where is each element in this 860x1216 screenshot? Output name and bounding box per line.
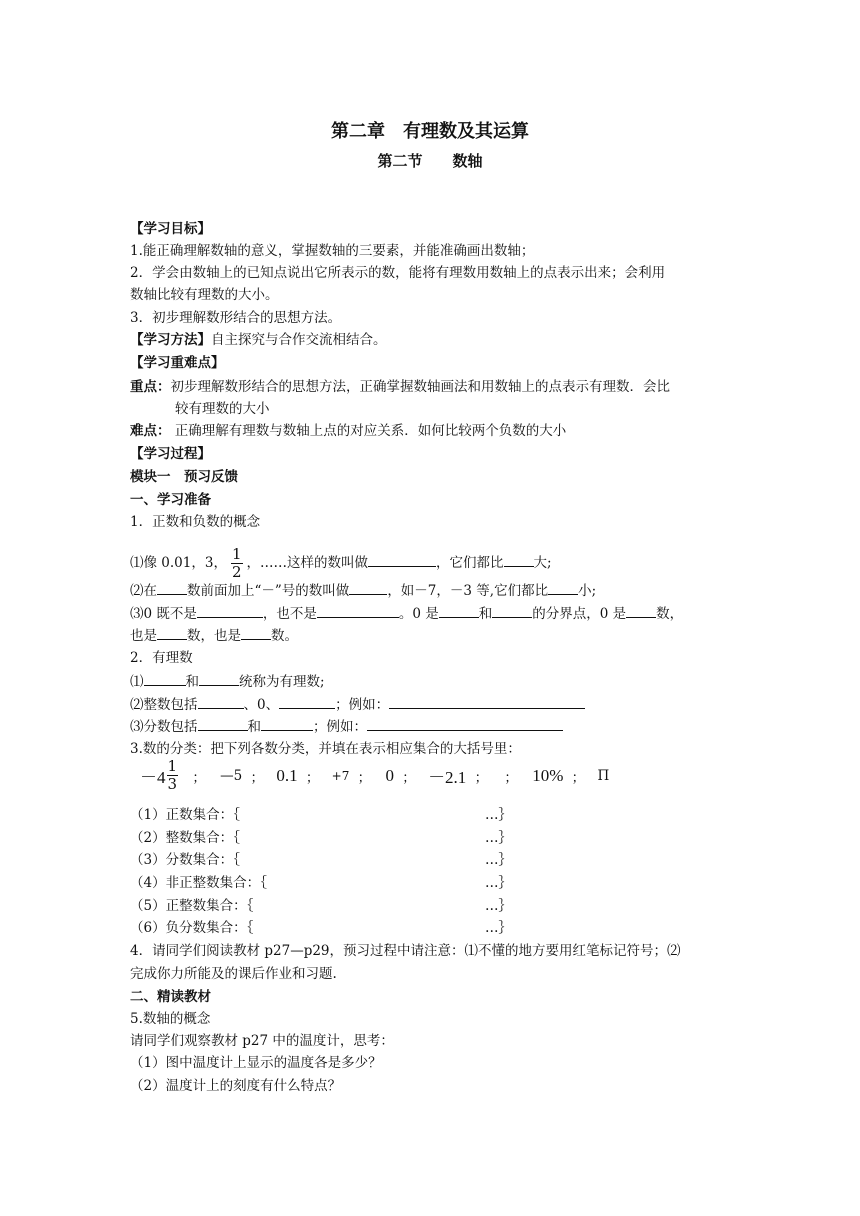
difficult-point-text: 正确理解有理数与数轴上点的对应关系．如何比较两个负数的大小 <box>170 423 567 439</box>
one-half-fraction <box>231 546 243 581</box>
goal-2-line-2: 数轴比较有理数的大小。 <box>130 287 279 303</box>
r1-blank-2[interactable] <box>199 671 239 686</box>
set-label: （6）负分数集合：｛ <box>130 920 254 936</box>
r3-text-a: ⑶分数包括 <box>130 719 198 735</box>
q3-blank-5[interactable] <box>626 603 656 618</box>
r2-text-b: 、0、 <box>243 697 280 713</box>
q2-text-d: 小; <box>578 583 597 599</box>
r1-text-c: 统称为有理数; <box>239 674 325 690</box>
q3-blank-3[interactable] <box>439 603 479 618</box>
q3-text-a: ⑶0 既不是 <box>130 606 197 622</box>
key-points-heading: 【学习重难点】 <box>130 355 225 371</box>
number-neg-two-point-one: －2.1 <box>428 768 467 787</box>
q3-text-b: ，也不是 <box>262 606 317 622</box>
item-1-heading: 1．正数和负数的概念 <box>130 514 261 530</box>
separator: ； <box>571 769 586 786</box>
q1-text-c: ，它们都比 <box>436 555 504 571</box>
q3-text-d: 和 <box>478 606 493 622</box>
r1-text-b: 和 <box>185 674 199 690</box>
number-neg-four-sign: －4 <box>140 768 166 787</box>
q3-text-h: 数，也是 <box>187 628 241 644</box>
r2-blank-3[interactable] <box>389 694 585 709</box>
fraction-numerator: 1 <box>167 757 178 775</box>
fraction-numerator: 1 <box>231 545 242 563</box>
q3-blank-2[interactable] <box>317 603 399 618</box>
set-end: …｝ <box>485 920 512 936</box>
q2-blank-2[interactable] <box>349 580 387 595</box>
fraction-denominator: 2 <box>231 563 242 581</box>
set-end: …｝ <box>485 898 512 914</box>
number-ten-percent: 10% <box>532 765 564 785</box>
set-label: （5）正整数集合：｛ <box>130 898 254 914</box>
number-plus-seven: +7 <box>331 768 350 783</box>
set-label: （2）整数集合：｛ <box>130 830 240 846</box>
set-label: （4）非正整数集合：｛ <box>130 875 267 891</box>
item-2-heading: 2．有理数 <box>130 650 193 666</box>
q1-blank-2[interactable] <box>504 552 534 567</box>
set-integer <box>130 828 530 848</box>
r1-blank-1[interactable] <box>144 671 186 686</box>
question-3-line-2 <box>130 625 735 646</box>
q3-blank-4[interactable] <box>492 603 532 618</box>
q1-text-a: ⑴像 0.01，3， <box>130 555 227 571</box>
r2-blank-2[interactable] <box>279 694 335 709</box>
set-positive <box>130 805 530 825</box>
number-one-third-fraction <box>167 758 179 793</box>
q2-blank-1[interactable] <box>157 580 187 595</box>
q3-blank-1[interactable] <box>197 603 263 618</box>
q3-text-f: 数， <box>656 606 684 622</box>
r2-blank-1[interactable] <box>198 694 244 709</box>
q2-text-a: ⑵在 <box>130 583 157 599</box>
r1-text-a: ⑴ <box>130 674 144 690</box>
goal-1: 1.能正确理解数轴的意义，掌握数轴的三要素，并能准确画出数轴； <box>130 243 535 259</box>
difficult-point-label: 难点： <box>130 423 171 439</box>
number-neg-five: —5 <box>220 767 243 784</box>
observe-question-1: （1）图中温度计上显示的温度各是多少？ <box>130 1055 382 1071</box>
set-end: …｝ <box>485 852 512 868</box>
process-heading: 【学习过程】 <box>130 446 211 462</box>
q3-text-i: 数。 <box>271 628 298 644</box>
item-3-heading: 3.数的分类：把下列各数分类，并填在表示相应集合的大括号里： <box>130 741 521 757</box>
item-4-line-2: 完成你力所能及的课后作业和习题. <box>130 966 337 982</box>
key-point-text-2: 较有理数的大小 <box>175 401 270 417</box>
q3-text-g: 也是 <box>130 628 157 644</box>
r3-text-c: ；例如： <box>313 719 367 735</box>
r2-text-a: ⑵整数包括 <box>130 697 198 713</box>
set-end: …｝ <box>485 807 512 823</box>
question-2 <box>130 580 735 601</box>
module-1-heading: 模块一 预习反馈 <box>130 469 238 485</box>
question-1 <box>130 546 735 581</box>
fraction-denominator: 3 <box>167 775 178 793</box>
section-2-heading: 二、精读教材 <box>130 989 211 1005</box>
r2-text-c: ；例如： <box>335 697 390 713</box>
q1-text-b: ，……这样的数叫做 <box>246 555 368 571</box>
r3-blank-3[interactable] <box>367 716 563 731</box>
set-label: （1）正数集合：｛ <box>130 807 240 823</box>
q2-text-c: ，如－7，－3 等,它们都比 <box>387 583 549 599</box>
separator: ； <box>192 769 206 786</box>
number-zero-point-one: 0.1 <box>276 765 298 785</box>
set-non-positive-integer <box>130 873 530 893</box>
number-pi: Π <box>597 767 610 784</box>
section-1-heading: 一、学习准备 <box>130 492 211 508</box>
separator: ； <box>357 769 372 786</box>
q2-text-b: 数前面加上“－”号的数叫做 <box>187 583 350 599</box>
method-heading: 【学习方法】 <box>130 332 211 348</box>
set-label: （3）分数集合：｛ <box>130 852 240 868</box>
item-4-line-1: 4．请同学们阅读教材 p27—p29，预习过程中请注意：⑴不懂的地方要用红笔标记符号；⑵ <box>130 943 681 959</box>
goals-heading: 【学习目标】 <box>130 221 211 237</box>
numbers-to-classify <box>140 758 609 793</box>
section-title: 第二节 数轴 <box>377 152 483 170</box>
r3-blank-1[interactable] <box>198 716 248 731</box>
number-zero: 0 <box>385 765 394 785</box>
q3-blank-6[interactable] <box>157 625 187 640</box>
separator: ； <box>305 769 320 786</box>
r3-text-b: 和 <box>247 719 261 735</box>
question-3-line-1 <box>130 603 735 624</box>
separator: ； <box>402 769 416 786</box>
rational-line-1 <box>130 671 735 692</box>
observe-instruction: 请同学们观察教材 p27 中的温度计，思考： <box>130 1033 394 1049</box>
r3-blank-2[interactable] <box>261 716 313 731</box>
q1-text-d: 大; <box>533 555 552 571</box>
separator: ； <box>250 769 265 786</box>
key-point-line-1 <box>130 377 735 397</box>
q1-blank-1[interactable] <box>368 552 436 567</box>
q2-blank-3[interactable] <box>548 580 578 595</box>
item-5-heading: 5.数轴的概念 <box>130 1011 211 1027</box>
goal-3: 3．初步理解数形结合的思想方法。 <box>130 310 342 326</box>
observe-question-2: （2）温度计上的刻度有什么特点？ <box>130 1078 342 1094</box>
chapter-title: 第二章 有理数及其运算 <box>331 121 529 142</box>
set-negative-fraction <box>130 918 530 938</box>
key-point-label: 重点： <box>130 379 171 395</box>
difficult-point-line <box>130 421 735 441</box>
separator: ； <box>474 769 489 786</box>
rational-line-3 <box>130 716 735 737</box>
goal-2-line-1: 2．学会由数轴上的已知点说出它所表示的数，能将有理数用数轴上的点表示出来；会利用 <box>130 265 666 281</box>
set-end: …｝ <box>485 830 512 846</box>
key-point-text-1: 初步理解数形结合的思想方法，正确掌握数轴画法和用数轴上的点表示有理数．会比 <box>170 379 670 395</box>
q3-text-c: 。0 是 <box>398 606 439 622</box>
method-text: 自主探究与合作交流相结合。 <box>211 332 387 348</box>
q3-text-e: 的分界点，0 是 <box>532 606 627 622</box>
separator: ； <box>504 769 518 786</box>
set-end: …｝ <box>485 875 512 891</box>
q3-blank-7[interactable] <box>241 625 271 640</box>
rational-line-2 <box>130 694 735 715</box>
set-fraction <box>130 850 530 870</box>
method-line <box>130 330 735 350</box>
set-positive-integer <box>130 896 530 916</box>
